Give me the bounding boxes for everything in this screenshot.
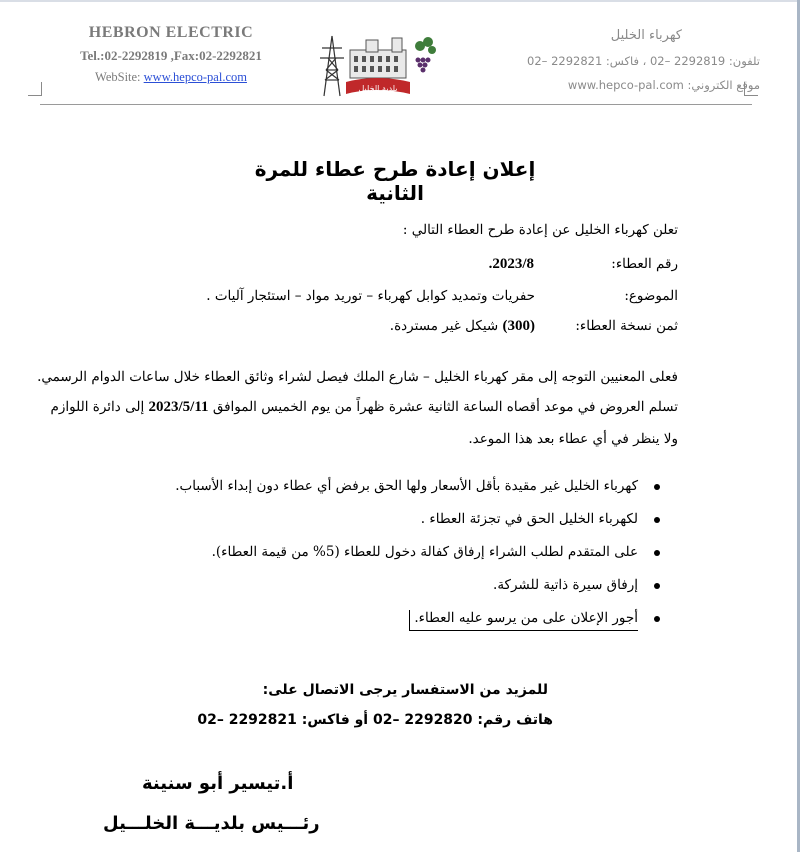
announcement-title: إعلان إعادة طرح عطاء للمرة الثانية <box>254 157 536 205</box>
website-label: WebSite: <box>95 70 144 84</box>
subject-value: حفريات وتمديد كوابل كهرباء – توريد مواد – استئجار آليات . <box>206 288 535 304</box>
list-item: كهرباء الخليل غير مقيدة بأقل الأسعار ولها الحق برفض أي عطاء دون إبداء الأسباب. <box>180 478 660 511</box>
signatory-title: رئـــيس بلديـــة الخلـــيل <box>103 813 320 834</box>
bullet-icon <box>654 616 660 622</box>
letterhead-divider <box>40 104 752 105</box>
paragraph-deadline: تسلم العروض في موعد أقصاه الساعة الثانية عشرة ظهراً من يوم الخميس الموافق 2023/5/11 إلى دائرة اللوازم <box>50 399 678 415</box>
list-item: أجور الإعلان على من يرسو عليه العطاء. <box>180 610 660 643</box>
price-value <box>390 318 535 335</box>
company-name-arabic: كهرباء الخليل <box>610 28 682 43</box>
letterhead-english <box>66 22 276 85</box>
conditions-list <box>175 478 660 643</box>
contact-phones: هاتف رقم: 2292820 –02 أو فاكس: 2292821 –02 <box>197 712 553 728</box>
tender-number-value: 2023/8. <box>488 256 534 272</box>
letterhead-arabic <box>500 28 760 92</box>
price-label: ثمن نسخة العطاء: <box>575 318 678 334</box>
list-item: لكهرباء الخليل الحق في تجزئة العطاء . <box>180 511 660 544</box>
list-item: إرفاق سيرة ذاتية للشركة. <box>180 577 660 610</box>
website-arabic: موقع الكتروني: www.hepco-pal.com <box>567 78 760 92</box>
subject-label: الموضوع: <box>624 288 678 304</box>
price-amount: (300) <box>502 318 535 334</box>
letterhead <box>40 22 760 106</box>
paragraph-purchase: فعلى المعنيين التوجه إلى مقر كهرباء الخليل – شارع الملك فيصل لشراء وثائق العطاء خلال ساعات الدوام الرسمي. <box>37 369 678 385</box>
page-top-edge <box>0 0 800 2</box>
bullet-icon <box>654 550 660 556</box>
tel-fax-arabic: تلفون: 2292819 –02 ، فاكس: 2292821 –02 <box>527 54 760 68</box>
bullet-icon <box>654 484 660 490</box>
list-item: على المتقدم لطلب الشراء إرفاق كفالة دخول للعطاء (5% من قيمة العطاء). <box>180 544 660 577</box>
deadline-date: 2023/5/11 <box>148 399 209 415</box>
company-name-english: HEBRON ELECTRIC <box>88 24 254 41</box>
bullet-icon <box>654 583 660 589</box>
signatory-name: أ.تيسير أبو سنينة <box>142 773 294 794</box>
website-link[interactable]: www.hepco-pal.com <box>143 70 247 84</box>
contact-heading: للمزيد من الاستفسار يرجى الاتصال على: <box>262 682 548 698</box>
price-text: شيكل غير مستردة. <box>389 318 499 334</box>
municipality-logo-icon <box>306 28 446 100</box>
paragraph-late-bids: ولا ينظر في أي عطاء بعد هذا الموعد. <box>468 431 678 447</box>
tel-fax-english: Tel.:02-2292819 ,Fax:02-2292821 <box>80 48 262 63</box>
announcement-intro: تعلن كهرباء الخليل عن إعادة طرح العطاء التالي : <box>402 222 678 238</box>
tender-number-label: رقم العطاء: <box>611 256 678 272</box>
website-english <box>66 70 276 85</box>
bullet-icon <box>654 517 660 523</box>
logo-caption: بلدية الخليل <box>358 84 398 93</box>
